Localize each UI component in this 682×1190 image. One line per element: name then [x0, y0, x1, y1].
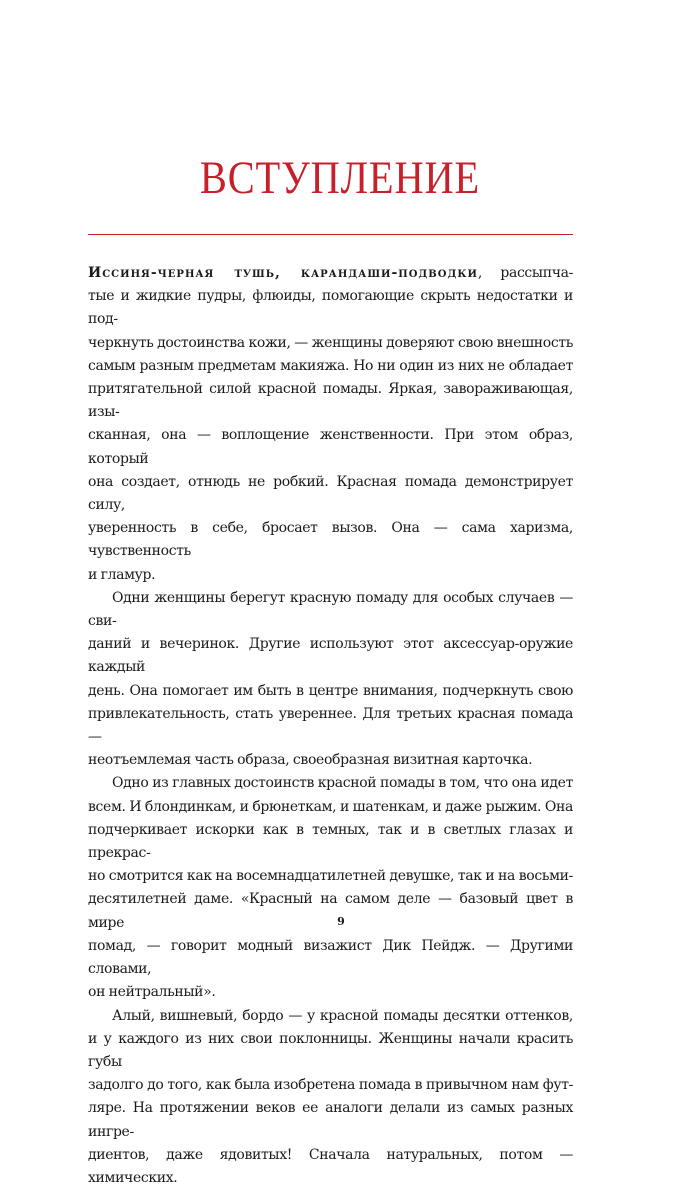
text-line: десятилетней даме. «Красный на самом деле — базовый цвет в мире: [88, 891, 573, 930]
text-line: но смотрится как на восемнадцатилетней девушке, так и на восьми-: [88, 868, 573, 884]
text-line: Одно из главных достоинств красной помады в том, что она идет: [112, 775, 573, 791]
text-line: самым разным предметам макияжа. Но ни один из них не обладает: [88, 358, 573, 374]
text-line: ляре. На протяжении веков ее аналоги делали из самых разных ингре-: [88, 1100, 573, 1139]
text-line: притягательной силой красной помады. Яркая, завораживающая, изы-: [88, 381, 573, 420]
paragraph-1-end: [88, 564, 573, 587]
lead-in: Иссиня-черная тушь, карандаши-подводки: [88, 265, 478, 281]
text-line: задолго до того, как была изобретена помада в привычном нам фут-: [88, 1077, 573, 1093]
body-text: [88, 262, 573, 1190]
paragraph-2: [88, 587, 573, 749]
text-line: и у каждого из них свои поклонницы. Женщины начали красить губы: [88, 1031, 573, 1070]
text-line: диентов, даже ядовитых! Сначала натуральных, потом — химических.: [88, 1147, 573, 1186]
text-line: день. Она помогает им быть в центре внимания, подчеркнуть свою: [88, 683, 573, 699]
text-line: подчеркивает искорки как в темных, так и в светлых глазах и прекрас-: [88, 822, 573, 861]
text-line: привлекательность, стать увереннее. Для третьих красная помада —: [88, 706, 573, 745]
text-line: и гламур.: [88, 567, 155, 583]
paragraph-2-end: [88, 749, 573, 772]
text-line: черкнуть достоинства кожи, — женщины доверяют свою внешность: [88, 335, 573, 351]
text-line: даний и вечеринок. Другие используют этот аксессуар-оружие каждый: [88, 636, 573, 675]
text-line: сканная, она — воплощение женственности. При этом образ, который: [88, 427, 573, 466]
text-line: , рассыпча-: [478, 265, 573, 281]
text-line: она создает, отнюдь не робкий. Красная помада демонстрирует силу,: [88, 474, 573, 513]
paragraph-4: [88, 1005, 573, 1190]
text-line: уверенность в себе, бросает вызов. Она — сама харизма, чувственность: [88, 520, 573, 559]
paragraph-1: [88, 262, 573, 564]
chapter-title: ВСТУПЛЕНИЕ: [123, 148, 556, 208]
paragraph-3-end: [88, 981, 573, 1004]
text-line: Одни женщины берегут красную помаду для особых случаев — сви-: [88, 590, 573, 629]
text-line: помад, — говорит модный визажист Дик Пейдж. — Другими словами,: [88, 938, 573, 977]
text-line: неотъемлемая часть образа, своеобразная визитная карточка.: [88, 752, 532, 768]
text-line: он нейтральный».: [88, 984, 215, 1000]
text-line: Алый, вишневый, бордо — у красной помады десятки оттенков,: [112, 1008, 573, 1024]
text-line: всем. И блондинкам, и брюнеткам, и шатенкам, и даже рыжим. Она: [88, 799, 573, 815]
text-line: тые и жидкие пудры, флюиды, помогающие скрыть недостатки и под-: [88, 288, 573, 327]
page-number: 9: [0, 915, 682, 928]
title-rule: [88, 234, 573, 235]
paragraph-3: [88, 772, 573, 981]
